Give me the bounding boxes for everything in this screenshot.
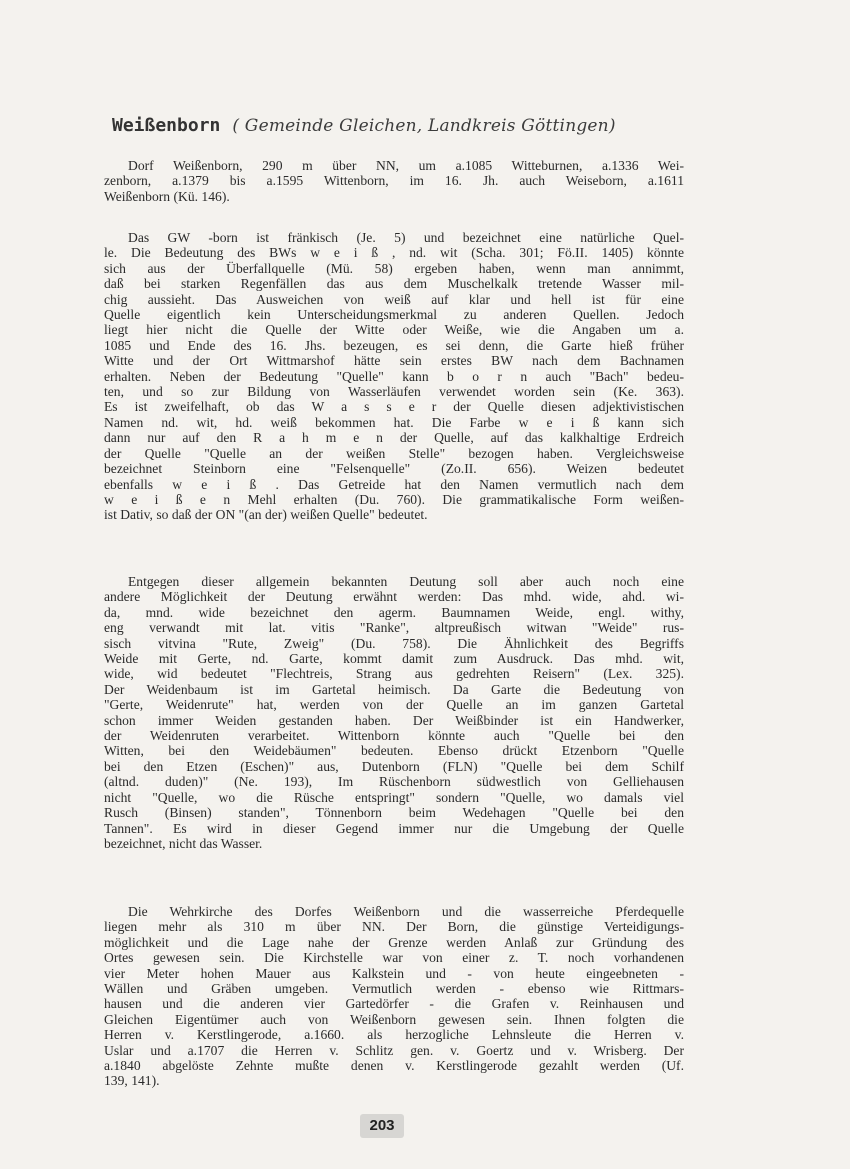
text-line: Witten, bei den Weidebäumen" bedeuten. Ebenso drückt Etzenborn "Quelle [104, 743, 684, 759]
text-line: 139, 141). [104, 1073, 160, 1089]
text-line: Uslar und a.1707 die Herren v. Schlitz gen. v. Goertz und v. Wrisberg. Der [104, 1042, 684, 1058]
text-line: möglichkeit und die Lage nahe der Grenze werden Anlaß zur Gründung des [104, 934, 684, 950]
text-line: 1085 und Ende des 16. Jhs. bezeugen, es sei denn, die Garte hieß früher [104, 337, 684, 353]
text-line: liegt hier nicht die Quelle der Witte oder Weiße, wie die Angaben um a. [104, 322, 684, 338]
text-line: ist Dativ, so daß der ON "(an der) weißen Quelle" bedeutet. [104, 507, 428, 523]
text-line: andere Möglichkeit der Deutung erwähnt werden: Das mhd. wide, ahd. wi- [104, 589, 684, 605]
text-line: Weide mit Gerte, nd. Garte, kommt damit zum Ausdruck. Das mhd. wit, [104, 651, 684, 667]
page-heading [112, 115, 732, 136]
text-line: eng verwandt mit lat. vitis "Ranke", altpreußisch witwan "Weide" rus- [104, 620, 684, 636]
text-line: Es ist zweifelhaft, ob das W a s s e r der Quelle diesen adjektivistischen [104, 399, 684, 415]
handwritten-note: ( Gemeinde Gleichen, Landkreis Göttingen) [232, 116, 616, 136]
text-line: (altnd. duden)" (Ne. 193), Im Rüschenborn südwestlich von Gelliehausen [104, 774, 684, 790]
text-line: vier Meter hohen Mauer aus Kalkstein und - von heute eingeebneten - [104, 965, 684, 981]
text-line: Herren v. Kerstlingerode, a.1660. als herzogliche Lehnsleute die Herren v. [104, 1027, 684, 1043]
text-line: Wällen und Gräben umgeben. Vermutlich werden - ebenso wie Rittmars- [104, 981, 684, 997]
page-title: Weißenborn [112, 115, 221, 136]
text-line: Dorf Weißenborn, 290 m über NN, um a.1085 Witteburnen, a.1336 Wei- [128, 158, 684, 173]
text-line: wide, wid bedeutet "Flechtreis, Strang aus gedrehten Reisern" (Lex. 325). [104, 666, 684, 682]
text-line: hausen und die anderen vier Gartedörfer - die Grafen v. Reinhausen und [104, 996, 684, 1012]
text-line: bezeichnet Steinborn eine "Felsenquelle" (Zo.II. 656). Weizen bedeutet [104, 461, 684, 477]
text-line: der Weidenruten verarbeitet. Wittenborn könnte auch "Quelle bei den [104, 728, 684, 744]
text-line: Quelle eigentlich kein Unterscheidungsmerkmal zu anderen Quellen. Jedoch [104, 307, 684, 323]
text-line: Tannen". Es wird in dieser Gegend immer nur die Umgebung der Quelle [104, 820, 684, 836]
paragraph-history [104, 904, 684, 1089]
text-line: Das GW -born ist fränkisch (Je. 5) und bezeichnet eine natürliche Quel- [128, 230, 684, 245]
text-line: Namen nd. wit, hd. weiß bekommen hat. Die Farbe w e i ß kann sich [104, 414, 684, 430]
paragraph-etymology [104, 230, 684, 523]
text-line: da, mnd. wide bezeichnet den agerm. Baumnamen Weide, engl. withy, [104, 604, 684, 620]
text-line: ten, und so zur Bildung von Wasserläufen verwendet worden sein (Ke. 363). [104, 384, 684, 400]
text-line: le. Die Bedeutung des BWs w e i ß , nd. wit (Scha. 301; Fö.II. 1405) könnte [104, 245, 684, 261]
text-line: liegen mehr als 310 m über NN. Der Born, die günstige Verteidigungs- [104, 919, 684, 935]
text-line: Ortes gewesen sein. Die Kirchstelle war von einer z. T. noch vorhandenen [104, 950, 684, 966]
page-number: 203 [360, 1114, 404, 1138]
paragraph-intro [104, 158, 684, 204]
text-line: Weißenborn (Kü. 146). [104, 188, 230, 204]
text-line: Entgegen dieser allgemein bekannten Deutung soll aber auch noch eine [128, 574, 684, 589]
text-line: nicht "Quelle, wo die Rüsche entspringt" sondern "Quelle, wo damals viel [104, 789, 684, 805]
text-line: dann nur auf den R a h m e n der Quelle, auf das kalkhaltige Erdreich [104, 430, 684, 446]
text-line: bei den Etzen (Eschen)" aus, Dutenborn (FLN) "Quelle bei dem Schilf [104, 758, 684, 774]
text-line: sich aus der Überfallquelle (Mü. 58) ergeben haben, wenn man annimmt, [104, 260, 684, 276]
text-line: Die Wehrkirche des Dorfes Weißenborn und die wasserreiche Pferdequelle [128, 904, 684, 919]
text-line: Witte und der Ort Wittmarshof hätte sein erstes BW nach dem Bachnamen [104, 353, 684, 369]
text-line: Gleichen Eigentümer auch von Weißenborn gewesen sein. Ihnen folgten die [104, 1011, 684, 1027]
text-line: w e i ß e n Mehl erhalten (Du. 760). Die grammatikalische Form weißen- [104, 491, 684, 507]
text-line: daß bei starken Regenfällen das aus dem Muschelkalk tretende Wasser mil- [104, 276, 684, 292]
text-line: "Gerte, Weidenrute" hat, werden von der Quelle an im ganzen Gartetal [104, 697, 684, 713]
text-line: a.1840 abgelöste Zehnte mußte denen v. Kerstlingerode gezahlt werden (Uf. [104, 1058, 684, 1074]
text-line: sisch vitvina "Rute, Zweig" (Du. 758). Die Ähnlichkeit des Begriffs [104, 635, 684, 651]
text-line: Der Weidenbaum ist im Gartetal heimisch. Da Garte die Bedeutung von [104, 681, 684, 697]
text-line: chig aussieht. Das Ausweichen von weiß auf klar und hell ist für eine [104, 291, 684, 307]
text-line: erhalten. Neben der Bedeutung "Quelle" kann b o r n auch "Bach" bedeu- [104, 368, 684, 384]
text-line: der Quelle "Quelle an der weißen Stelle" bezogen haben. Vergleichsweise [104, 445, 684, 461]
text-line: schon immer Weiden gestanden haben. Der Weißbinder ist ein Handwerker, [104, 712, 684, 728]
text-line: zenborn, a.1379 bis a.1595 Wittenborn, im 16. Jh. auch Weiseborn, a.1611 [104, 173, 684, 189]
text-line: bezeichnet, nicht das Wasser. [104, 835, 263, 851]
text-line: ebenfalls w e i ß . Das Getreide hat den Namen vermutlich nach dem [104, 476, 684, 492]
text-line: Rusch (Binsen) standen", Tönnenborn beim Wedehagen "Quelle bei den [104, 805, 684, 821]
paragraph-alternative [104, 574, 684, 851]
